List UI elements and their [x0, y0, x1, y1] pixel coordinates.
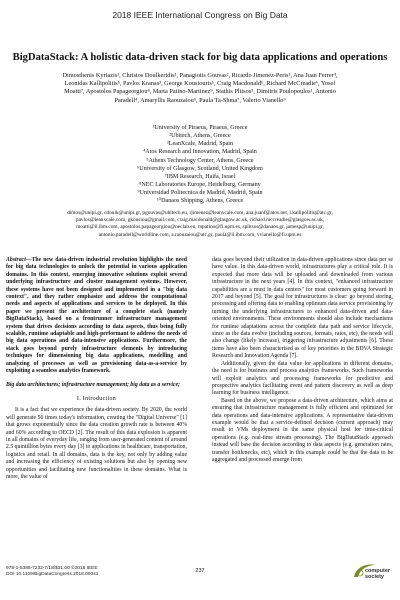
affiliation: ⁵Athens Technology Center, Athens, Greece [146, 157, 254, 164]
author-line: Leonidas Kallipolitis⁵, Pavlos Kranas³, George Kousiouris⁵, Craig Macdonald⁶, Richard McCreadie⁶, Yosef [64, 80, 336, 88]
intro-paragraph: data goes beyond their utilization in data-driven applications since data per se have value. In this data-driven world, infrastructures play a critical role. It is expected that more data will be uploaded and downloaded from various infrastructure in the next years [4]. In this context, "enhanced infrastructure capabilities are a must in data centers" for most customers going forward in 2017 and beyond [5]. The goal for infrastructures is clear: go beyond storing, processing and offering data to enabling optimum data service provisioning by turning the underlying infrastructures to enhanced data-driven and data-oriented environments. These environments should also include mechanisms for runtime adaptations across the complete data path and service lifecycle, since as the data evolve (including sources, formats, rates, etc), the needs will also change (likely increase), triggering infrastructure adjustments [6]. These items have also been characterised as of key priorities in the BDVA Strategic Research and Innovation Agenda [7]. [212, 257, 393, 360]
abstract-lead: Abstract [6, 257, 26, 263]
logo-line: computer [365, 568, 391, 574]
author-line: Dimosthenis Kyriazis¹, Christos Doulkeridis¹, Panagiotis Gouvas², Ricardo Jimenez-Peris³, Ana Juan Ferrer⁴, [62, 72, 338, 79]
right-column [212, 257, 393, 464]
affiliation: ²Ubitech, Athens, Greece [169, 133, 231, 140]
abstract-text: —The new data-driven industrial revolution highlights the need for big data technologies to unlock the potential in various application domains. In this context, emerging innovative solutions exploit several underlying infrastructure and cluster management systems. However, these systems have not been designed and implemented in a "big data context", and they rather emphasize and address the computational needs and aspects of applications and services to be deployed. In this paper we present the architecture of a complete stack (namely BigDataStack), based on a frontrunner infrastructure management system that drives decisions according to data aspects, thus being fully scalable, runtime adaptable and high-performant to address the needs of big data operations and data-intensive applications. Furthermore, the stack goes beyond purely infrastructure elements by introducing techniques for dimensioning big data applications, modelling and analyzing of processes as well as provisioning data-as-a-service by exploiting a seamless analytics framework. [6, 257, 187, 375]
isbn-line: 978-1-5386-7232-7/18/$31.00 ©2018 IEEE [6, 566, 98, 571]
email-line: moatti@il.ibm.com, apostolos.papageorgiou@neclab.eu, mpatino@fi.upm.es, splitsos@danaos.gr, jamesp@unipi.gr, [76, 224, 324, 231]
logo-line: society [365, 573, 384, 580]
page-number: 237 [195, 568, 205, 574]
intro-paragraph: Based on the above, we propose a data-driven architecture, which aims at ensuring that infrastructure management is fully efficient and optimized for data operations and data-intensive applications. A representative data-driven example would be that a service-defined decision (current approach) may result to VMs deployment in the same physical host for time-critical operations (e.g. real-time stream processing). The BigDataStack approach instead will base the decision according to data aspects (e.g. generation rates, transfer bottlenecks, etc), which in this example could be that the data to be aggregated and processed emerge from [212, 397, 393, 463]
conference-header: 2018 IEEE International Congress on Big Data [112, 10, 288, 20]
email-line: antonio.paradell@worldline.com, a.raouzaiou@atc.gr, paula@il.ibm.com, vvianello@fi.upm.es [98, 231, 302, 238]
affiliation: ¹⁰Danaos Shipping, Athens, Greece [156, 198, 244, 205]
affiliation: ⁹Universidad Politecnica de Madrid, Madrid, Spain [137, 190, 263, 197]
doi-line: DOI 10.1109/BigDataCongress.2018.00041 [6, 572, 99, 577]
affiliation: ¹University of Piraeus, Piraeus, Greece [152, 125, 248, 131]
author-line: Paradell⁴, Amaryllis Raouzaiou⁵, Paula Ta-Shma⁷, Valerio Vianello⁹ [114, 96, 286, 104]
affiliation: ³LeanXcale, Madrid, Spain [166, 141, 234, 148]
email-list [10, 210, 390, 239]
affiliation: ⁴Atos Research and Innovation, Madrid, Spain [143, 149, 257, 156]
paper-title: BigDataStack: A holistic data-driven stack for big data applications and operations [12, 52, 388, 63]
email-line: dimos@unipi.gr, cdoulk@unipi.gr, pgouvas@ubitech.eu, rjimenez@leanxcale.com, ana.juanf@atos.net, l.kallipolitis@atc.gr, [67, 210, 333, 216]
email-line: pavlos@leanxcale.com, gkousiou@gmail.com, craig.macdonald@glasgow.ac.uk, richard.mccreadie@glasgow.ac.uk, [75, 217, 325, 224]
left-column [6, 257, 187, 481]
affiliation: ⁸NEC Laboratories Europe, Heidelberg, Germany [139, 182, 261, 189]
section-heading: I. Introduction [76, 395, 117, 402]
affiliation: ⁶University of Glasgow, Scotland, United Kingdom [137, 165, 263, 172]
intro-paragraph: It is a fact that we experience the data-driven society. By 2020, the world will generate 50 times today's information, creating the "Digital Universe" [1] that grows exponentially since the data creation growth rate is between 40% and 60% according to OECD [2]. The result of this data explosion is apparent in all domains of everyday life, ranging from user-generated content of around 2.5 quintillion bytes every day [3] to applications in healthcare, transportation, logistics and retail. In all domains, data is the key, not only by adding value and increasing the efficiency of existing solutions but also by opening new opportunities and facilitating new functionalities in these domains. What is more, the value of [6, 407, 187, 480]
abstract [6, 257, 187, 376]
author-line: Moatti⁷, Apostolos Papageorgiou⁸, Marta Patino-Martinez⁹, Stathis Plitsos⁵, Dimitris Poulopoulos¹, Antonio [64, 88, 336, 96]
logo-wordmark [365, 569, 390, 580]
author-list [12, 72, 388, 105]
keywords: Big data architectures; infrastructure management; big data as a service; [6, 381, 180, 388]
computer-society-logo [350, 561, 394, 583]
intro-paragraph: Additionally, given the data value for applications in different domains, the need is for business and process analytics frameworks. Such frameworks will exploit analytics and processing frameworks for predictive and prospective analytics facilitating event and pattern discovery as well as deep learning for business intelligence. [212, 360, 393, 397]
affiliation-list [40, 124, 360, 206]
affiliation: ⁷IBM Research, Haifa, Israel [164, 173, 236, 180]
